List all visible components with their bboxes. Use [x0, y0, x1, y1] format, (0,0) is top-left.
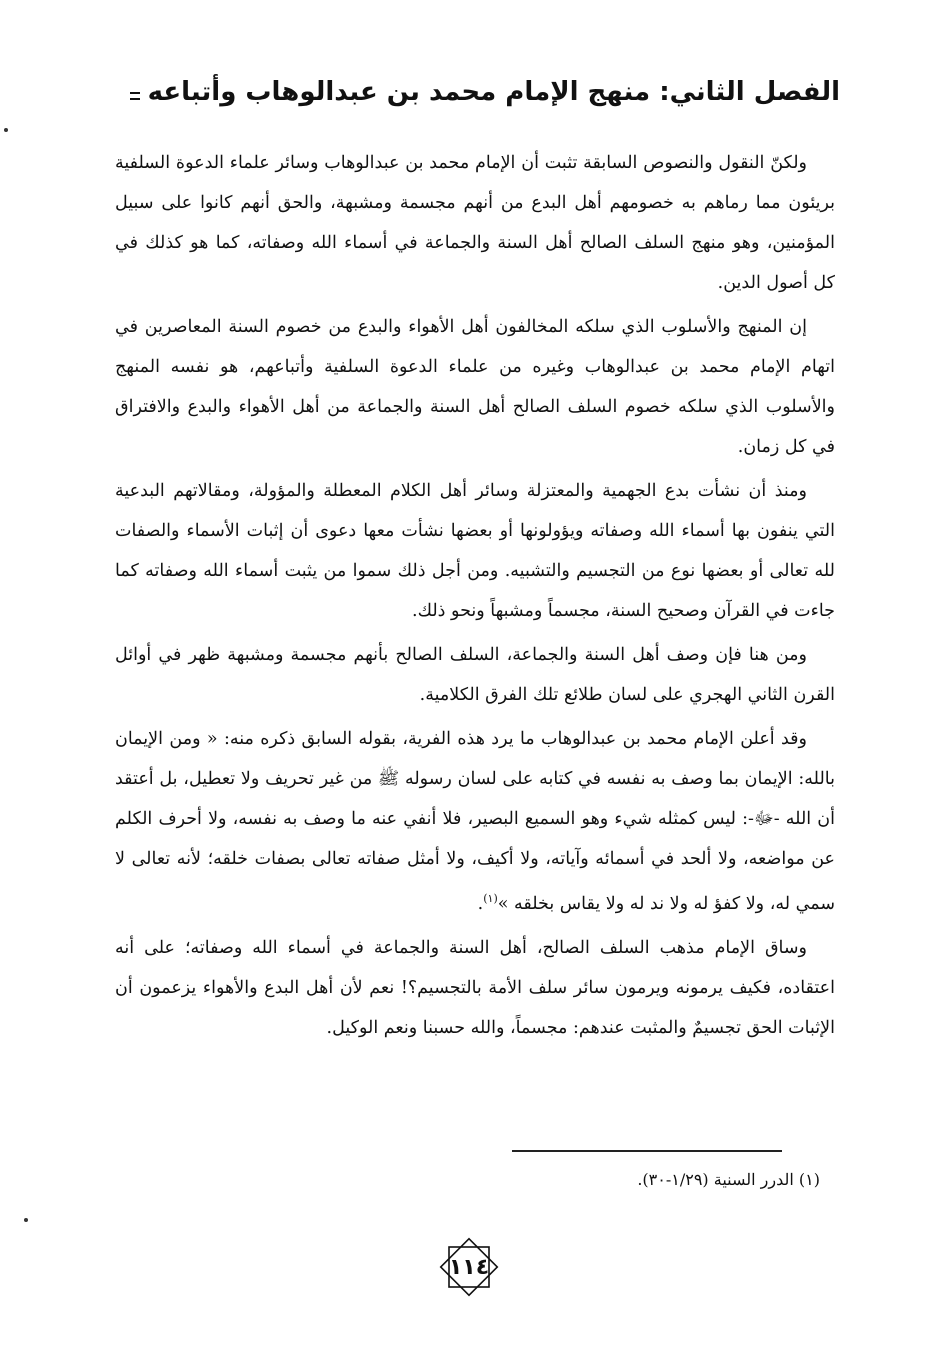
paragraph: ولكنّ النقول والنصوص السابقة تثبت أن الإمام محمد بن عبدالوهاب وسائر علماء الدعوة السلفية بريئون مما رماهم به خصومهم أهل البدع من أنهم مجسمة ومشبهة، والحق أنهم كانوا على سبيل المؤمنين، وهو منهج السلف الصالح أهل السنة والجماعة في أسماء الله وصفاته، كما هو كذلك في كل أصول الدين. [115, 153, 835, 293]
header-rule [130, 92, 140, 100]
footnote-marker: (١) [483, 892, 498, 905]
page-number-ornament [436, 1234, 502, 1300]
page-number: ١١٤ [448, 1254, 490, 1280]
paragraph-quote: وقد أعلن الإمام محمد بن عبدالوهاب ما يرد هذه الفرية، بقوله السابق ذكره منه: « ومن الإيمان بالله: الإيمان بما وصف به نفسه في كتابه على لسان رسوله ﷺ من غير تحريف ولا تعطيل، بل أعتقد أن الله -ﷻ-: ليس كمثله شيء وهو السميع البصير، فلا أنفي عنه ما وصف به نفسه، ولا أحرف الكلم عن مواضعه، ولا ألحد في أسمائه وآياته، ولا أكيف، ولا أمثل صفاته تعالى بصفات خلقه؛ لأنه تعالى لا سمي له، ولا كفؤ له ولا ند له ولا يقاس بخلقه »$^{(١)}$. [115, 729, 835, 914]
main-text [115, 143, 835, 1052]
chapter-title: الفصل الثاني: منهج الإمام محمد بن عبدالوهاب وأتباعه [147, 77, 840, 107]
paragraph: ومن هنا فإن وصف أهل السنة والجماعة، السلف الصالح بأنهم مجسمة ومشبهة ظهر في أوائل القرن الثاني الهجري على لسان طلائع تلك الفرق الكلامية. [115, 645, 835, 705]
paragraph: إن المنهج والأسلوب الذي سلكه المخالفون أهل الأهواء والبدع من خصوم السنة المعاصرين في اتهام الإمام محمد بن عبدالوهاب وغيره من علماء الدعوة السلفية وأتباعهم، هو نفسه المنهج والأسلوب الذي سلكه خصوم السلف الصالح أهل السنة والجماعة من أهل الأهواء والبدع والافتراق في كل زمان. [115, 317, 835, 457]
running-header [100, 72, 840, 112]
paragraph: ومنذ أن نشأت بدع الجهمية والمعتزلة وسائر أهل الكلام المعطلة والمؤولة، ومقالاتهم البدعية التي ينفون بها أسماء الله وصفاته ويؤولونها أو بعضها نشأت معها دعوى أن إثبات الأسماء والصفات لله تعالى أو بعضها نوع من التجسيم والتشبيه. ومن أجل ذلك سموا من يثبت أسماء الله وصفاته كما جاءت في القرآن وصحيح السنة، مجسماً ومشبهاً ونحو ذلك. [115, 481, 835, 621]
scan-speck [4, 128, 8, 132]
footnote: (١) الدرر السنية (١/٢٩-٣٠). [637, 1170, 820, 1189]
footnote-separator [512, 1150, 782, 1152]
quote-text: وقد أعلن الإمام محمد بن عبدالوهاب ما يرد هذه الفرية، بقوله السابق ذكره منه: « ومن الإيمان بالله: الإيمان بما وصف به نفسه في كتابه على لسان رسوله ﷺ من غير تحريف ولا تعطيل، بل أعتقد أن الله -ﷻ-: ليس كمثله شيء وهو السميع البصير، فلا أنفي عنه ما وصف به نفسه، ولا أحرف الكلم عن مواضعه، ولا ألحد في أسمائه وآياته، ولا أكيف، ولا أمثل صفاته تعالى بصفات خلقه؛ لأنه تعالى لا سمي له، ولا كفؤ له ولا ند له ولا يقاس بخلقه » [115, 729, 835, 914]
paragraph: وساق الإمام مذهب السلف الصالح، أهل السنة والجماعة في أسماء الله وصفاته؛ على أنه اعتقاده، فكيف يرمونه ويرمون سائر سلف الأمة بالتجسيم؟! نعم لأن أهل البدع والأهواء يزعمون أن الإثبات الحق تجسيمٌ والمثبت عندهم: مجسماً، والله حسبنا ونعم الوكيل. [115, 937, 835, 1038]
scan-speck [24, 1218, 28, 1222]
